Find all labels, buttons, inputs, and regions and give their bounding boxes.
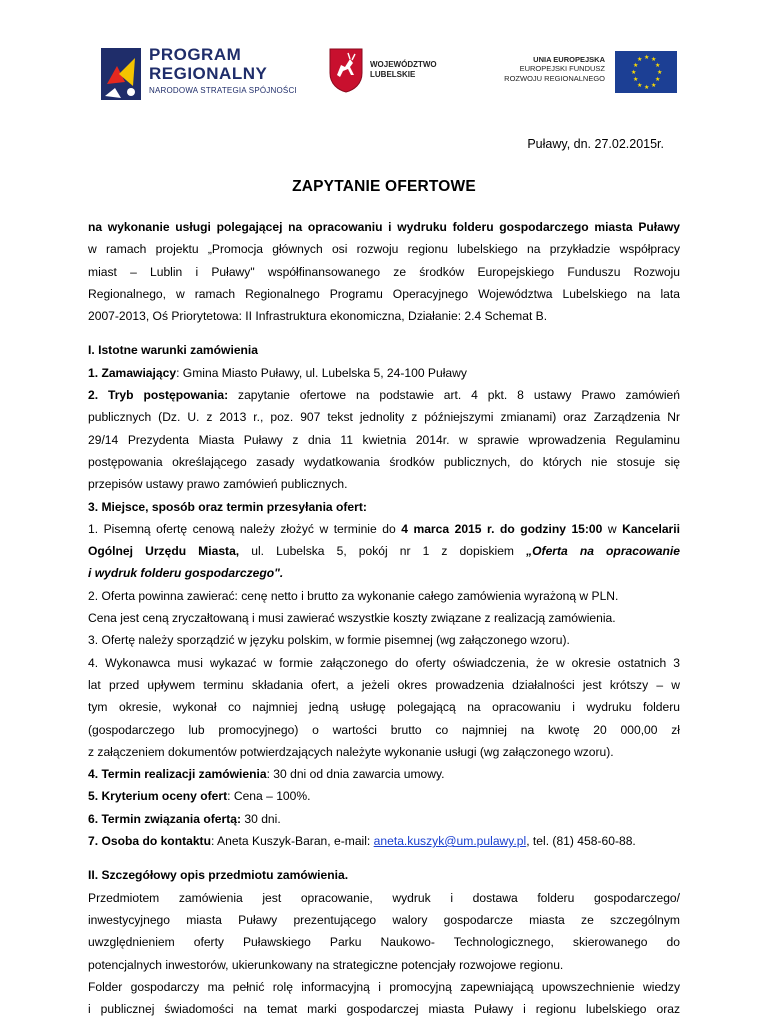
item3-text: 2. Oferta powinna zawierać: cenę netto i brutto za wykonanie całego zamówienia wyrażoną w PLN. bbox=[88, 588, 619, 603]
item6-text: 30 dni. bbox=[241, 811, 281, 826]
program-regionalny-emblem-icon bbox=[95, 44, 147, 104]
item2-text: publicznych (Dz. U. z 2013 r., poz. 907 tekst jednolity z późniejszymi zmianami) oraz Zarządzenia Nr bbox=[88, 410, 680, 425]
voivodeship-line2: LUBELSKIE bbox=[370, 70, 416, 79]
item3-text: 1. Pisemną ofertę cenową należy złożyć w terminie do bbox=[88, 521, 402, 536]
section2-heading: II. Szczegółowy opis przedmiotu zamówienia. bbox=[88, 868, 349, 883]
item7-text: , tel. (81) 458-60-88. bbox=[526, 834, 636, 849]
item2-text: przepisów ustawy prawo zamówień publicznych. bbox=[88, 477, 348, 492]
item2-text: zapytanie ofertowe na podstawie art. 4 pkt. 8 ustawy Prawo zamówień bbox=[228, 388, 681, 403]
item3-text: (gospodarczego lub promocyjnego) o wartości brutto co najmniej na kwotę 20 000,00 zł bbox=[88, 722, 680, 737]
eu-line2: EUROPEJSKI FUNDUSZ bbox=[519, 64, 605, 74]
item2-label: 2. Tryb postępowania: bbox=[88, 388, 229, 403]
intro-line: 2007-2013, Oś Priorytetowa: II Infrastruktura ekonomiczna, Działanie: 2.4 Schemat B. bbox=[88, 309, 548, 324]
intro-line: w ramach projektu „Promocja głównych osi rozwoju regionu lubelskiego na przykładzie współpracy bbox=[88, 242, 680, 257]
voivodeship-line1: WOJEWÓDZTWO bbox=[370, 60, 437, 69]
svg-text:★: ★ bbox=[651, 56, 657, 63]
item5-label: 5. Kryterium oceny ofert bbox=[88, 789, 228, 804]
svg-text:★: ★ bbox=[631, 69, 637, 76]
svg-text:★: ★ bbox=[637, 82, 643, 89]
item3-text: tym okresie, wykonał co najmniej jedną usługę polegającą na opracowaniu i wydruku folderu bbox=[88, 700, 680, 715]
item7-label: 7. Osoba do kontaktu bbox=[88, 834, 211, 849]
item6-label: 6. Termin związania ofertą: bbox=[88, 811, 242, 826]
section2-text: uwzględnieniem oferty Puławskiego Parku Naukowo- Technologicznego, skierowanego do bbox=[88, 935, 680, 950]
office-text: Ogólnej Urzędu Miasta, bbox=[88, 544, 240, 559]
intro-line: Regionalnego, w ramach Regionalnego Programu Operacyjnego Województwa Lubelskiego na lata bbox=[88, 286, 680, 301]
svg-text:★: ★ bbox=[655, 62, 661, 69]
intro-line: miast – Lublin i Puławy" współfinansowanego ze środków Europejskiego Funduszu Rozwoju bbox=[88, 264, 680, 279]
program-line1: PROGRAM bbox=[149, 45, 242, 64]
annotation-text: „Oferta na opracowanie bbox=[526, 544, 680, 559]
document-title: ZAPYTANIE OFERTOWE bbox=[292, 178, 476, 195]
office-text: Kancelarii bbox=[622, 521, 680, 536]
item3-text: Cena jest ceną zryczałtowaną i musi zawierać wszystkie koszty związane z realizacją zamówienia. bbox=[88, 611, 616, 626]
item3-text: z załączeniem dokumentów potwierdzających należyte wykonanie usługi (wg załączonego wzoru). bbox=[88, 744, 614, 759]
deadline-text: 4 marca 2015 r. do godziny 15:00 bbox=[401, 521, 603, 536]
eu-flag-icon bbox=[615, 51, 677, 93]
svg-text:★: ★ bbox=[651, 82, 657, 89]
section2-text: potencjalnych inwestorów, ukierunkowany na strategiczne potencjały rozwojowe regionu. bbox=[88, 957, 564, 972]
annotation-text: i wydruk folderu gospodarczego". bbox=[88, 566, 284, 581]
program-line3: NARODOWA STRATEGIA SPÓJNOŚCI bbox=[149, 86, 297, 95]
svg-text:★: ★ bbox=[637, 56, 643, 63]
item4-text: : 30 dni od dnia zawarcia umowy. bbox=[266, 767, 445, 782]
program-line2: REGIONALNY bbox=[149, 64, 268, 83]
svg-text:★: ★ bbox=[657, 69, 663, 76]
header-logos bbox=[95, 38, 675, 108]
program-regionalny-logo bbox=[95, 38, 310, 108]
item3-text: 3. Ofertę należy sporządzić w języku polskim, w formie pisemnej (wg załączonego wzoru). bbox=[88, 633, 570, 648]
document-body bbox=[88, 216, 680, 1020]
eu-fund-logo bbox=[475, 51, 675, 95]
section2-text: Przedmiotem zamówienia jest opracowanie, wydruk i dostawa folderu gospodarczego/ bbox=[88, 890, 680, 905]
svg-text:★: ★ bbox=[655, 76, 661, 83]
svg-text:★: ★ bbox=[644, 84, 650, 91]
item1-text: : Gmina Miasto Puławy, ul. Lubelska 5, 24-100 Puławy bbox=[176, 365, 467, 380]
eu-line3: ROZWOJU REGIONALNEGO bbox=[504, 73, 605, 83]
item3-text: w bbox=[602, 521, 623, 536]
item3-text: 4. Wykonawca musi wykazać w formie załączonego do oferty oświadczenia, że w okresie ostatnich 3 bbox=[88, 655, 680, 670]
item4-label: 4. Termin realizacji zamówienia bbox=[88, 767, 267, 782]
item7-text: : Aneta Kuszyk-Baran, e-mail: bbox=[210, 834, 374, 849]
item3-text: lat przed upływem terminu składania ofert, a jeżeli okres prowadzenia działalności jest krótszy – w bbox=[88, 677, 680, 692]
section2-text: inwestycyjnego miasta Puławy prezentującego walory gospodarcze miasta ze szczególnym bbox=[88, 912, 680, 927]
svg-text:★: ★ bbox=[633, 76, 639, 83]
section1-heading: I. Istotne warunki zamówienia bbox=[88, 343, 259, 358]
lubelskie-crest-icon bbox=[328, 47, 364, 93]
intro-subject: na wykonanie usługi polegającej na opracowaniu i wydruku folderu gospodarczego miasta Puławy bbox=[88, 220, 680, 234]
document-date: Puławy, dn. 27.02.2015r. bbox=[527, 137, 664, 151]
item1-label: 1. Zamawiający bbox=[88, 365, 177, 380]
section2-text: Folder gospodarczy ma pełnić rolę informacyjną i promocyjną zapewniającą upowszechnienie wiedzy bbox=[88, 979, 680, 994]
eu-line1: UNIA EUROPEJSKA bbox=[533, 55, 605, 64]
svg-text:★: ★ bbox=[633, 62, 639, 69]
item3-heading: 3. Miejsce, sposób oraz termin przesyłania ofert: bbox=[88, 499, 367, 514]
item2-text: postępowania określającego zasady wydatkowania środków publicznych, do których nie stosuje się bbox=[88, 454, 680, 469]
wojewodztwo-lubelskie-logo bbox=[328, 47, 458, 99]
contact-email-link[interactable]: aneta.kuszyk@um.pulawy.pl bbox=[373, 834, 527, 849]
item3-text: ul. Lubelska 5, pokój nr 1 z dopiskiem bbox=[239, 544, 527, 559]
section2-text: i publicznej świadomości na temat marki gospodarczej miasta Puławy i regionu lubelskiego oraz bbox=[88, 1002, 680, 1017]
item5-text: : Cena – 100%. bbox=[227, 789, 311, 804]
svg-text:★: ★ bbox=[644, 54, 650, 61]
item2-text: 29/14 Prezydenta Miasta Puławy z dnia 11 kwietnia 2014r. w sprawie wprowadzenia Regulaminu bbox=[88, 432, 680, 447]
